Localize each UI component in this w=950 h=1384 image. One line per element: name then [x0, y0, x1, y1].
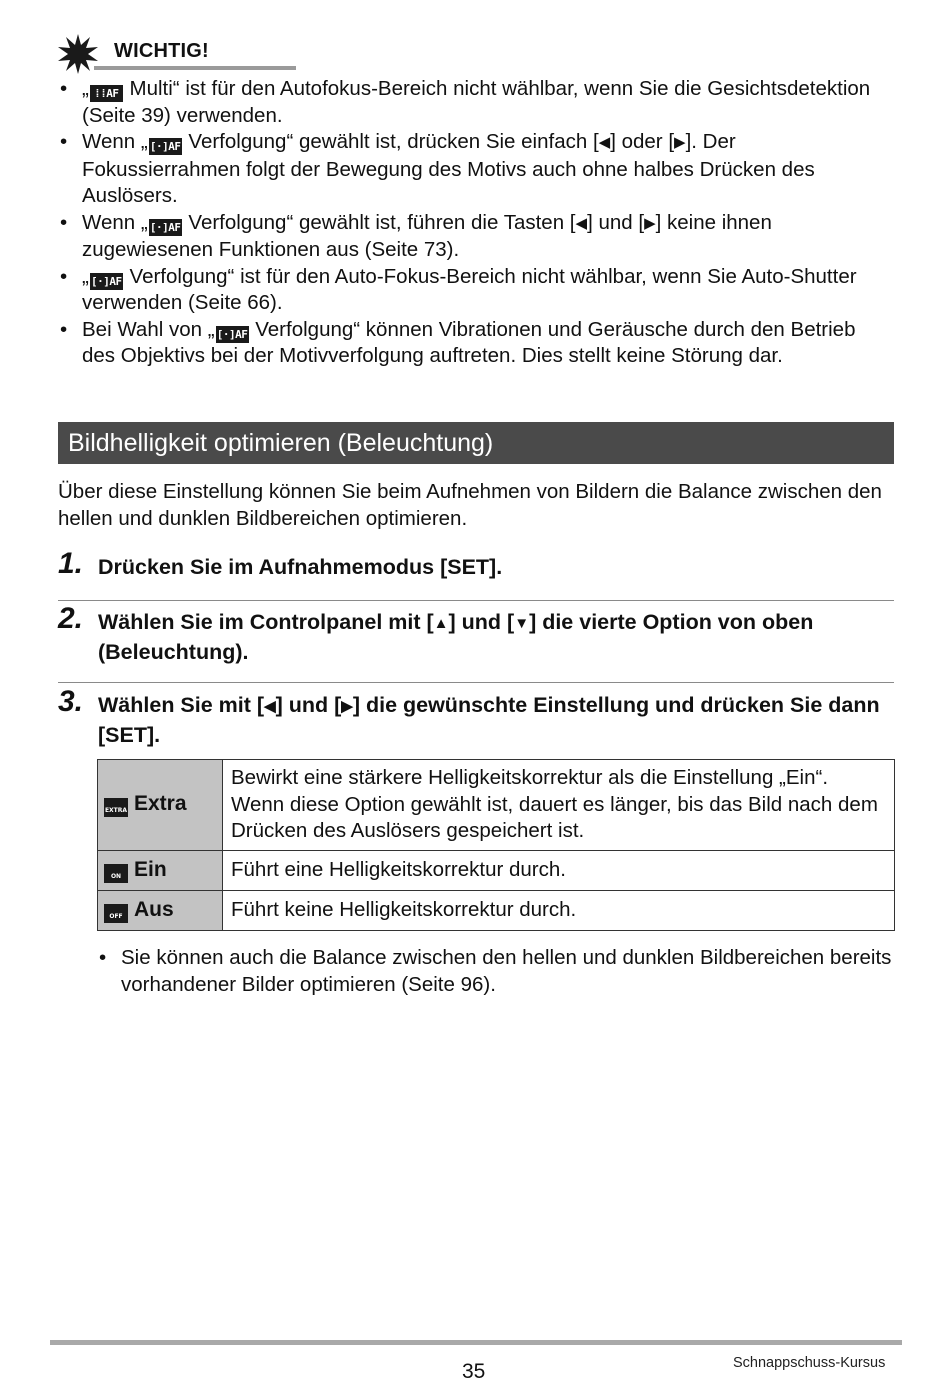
lighting-on-icon: ON: [104, 864, 128, 883]
up-arrow-icon: ▲: [433, 615, 449, 632]
down-arrow-icon: ▼: [514, 615, 530, 632]
list-item: • Wenn „ [·]AF Verfolgung“ gewählt ist, führen die Tasten [◀] und [▶] keine ihnen zugewiesenen Funktionen aus (Seite 73).: [60, 210, 772, 261]
bullet-dot: •: [60, 317, 68, 341]
table-row: [98, 760, 895, 851]
step-number: 3.: [58, 685, 84, 718]
bullet-dot: •: [60, 130, 68, 153]
left-arrow-icon: ◀: [598, 134, 611, 151]
table-row: [98, 890, 895, 930]
option-key: ON Ein: [98, 850, 223, 890]
important-underline: [94, 66, 296, 70]
af-tracking-icon: [·]AF: [216, 327, 248, 341]
left-arrow-icon: ◀: [264, 698, 276, 715]
bullet-dot: •: [60, 210, 68, 234]
divider: [58, 600, 894, 601]
list-item: • Wenn „ [·]AF Verfolgung“ gewählt ist, drücken Sie einfach [◀] oder [▶]. Der Fokussierrahmen folgt der Bewegung des Motivs auch ohne halbes Drücken des Auslösers.: [60, 130, 815, 207]
bullet-dot: •: [60, 264, 68, 288]
page-number: 35: [462, 1360, 486, 1383]
option-description: Führt eine Helligkeitskorrektur durch.: [223, 850, 895, 890]
af-tracking-icon: [·]AF: [149, 220, 181, 234]
starburst-icon: [58, 34, 98, 74]
chapter-title: Schnappschuss-Kursus: [733, 1355, 886, 1371]
important-bullet-list: [58, 76, 888, 370]
section-intro: Über diese Einstellung können Sie beim Aufnehmen von Bildern die Balance zwischen den hellen und dunklen Bildbereichen optimieren.: [58, 480, 882, 530]
option-key: EXTRA Extra: [98, 760, 223, 851]
af-tracking-icon: [·]AF: [91, 274, 122, 288]
af-multi-icon: ⁞⁞AF: [90, 85, 123, 102]
important-header: [58, 34, 258, 70]
step-number: 2.: [58, 602, 84, 635]
right-arrow-icon: ▶: [341, 698, 353, 715]
important-title: WICHTIG!: [114, 40, 209, 62]
step-text: Wählen Sie im Controlpanel mit [▲] und [▼] die vierte Option von oben (Beleuchtung).: [98, 610, 814, 664]
divider: [58, 682, 894, 683]
step-number: 1.: [58, 547, 84, 580]
right-arrow-icon: ▶: [644, 214, 656, 232]
option-description: Führt keine Helligkeitskorrektur durch.: [223, 890, 895, 930]
lighting-extra-icon: EXTRA: [104, 798, 128, 817]
option-key: OFF Aus: [98, 890, 223, 930]
footer-rule: [50, 1340, 902, 1345]
step-text: Wählen Sie mit [◀] und [▶] die gewünschte Einstellung und drücken Sie dann [SET].: [98, 693, 880, 747]
bullet-dot: •: [99, 946, 107, 969]
table-row: [98, 850, 895, 890]
option-description: Bewirkt eine stärkere Helligkeitskorrektur als die Einstellung „Ein“. Wenn diese Option gewählt ist, dauert es länger, bis das Bild nach dem Drücken des Auslösers gespeichert ist.: [223, 760, 895, 851]
list-item: • „ ⁞⁞AF Multi“ ist für den Autofokus-Bereich nicht wählbar, wenn Sie die Gesichtsdetektion (Seite 39) verwenden.: [60, 77, 871, 127]
lighting-options-table: [97, 759, 895, 931]
step-text: Drücken Sie im Aufnahmemodus [SET].: [98, 555, 503, 579]
bullet-dot: •: [60, 77, 68, 100]
left-arrow-icon: ◀: [575, 214, 588, 232]
section-heading: Bildhelligkeit optimieren (Beleuchtung): [58, 422, 894, 464]
list-item: • „ [·]AF Verfolgung“ ist für den Auto-Fokus-Bereich nicht wählbar, wenn Sie Auto-Shutter verwenden (Seite 66).: [60, 264, 857, 314]
list-item: • Sie können auch die Balance zwischen den hellen und dunklen Bildbereichen bereits vorhandener Bilder optimieren (Seite 96).: [99, 946, 892, 996]
right-arrow-icon: ▶: [674, 134, 686, 151]
list-item: • Bei Wahl von „ [·]AF Verfolgung“ können Vibrationen und Geräusche durch den Betrieb des Objektivs bei der Motivverfolgung auftreten. Dies stellt keine Störung dar.: [60, 317, 856, 367]
note: [97, 944, 897, 998]
lighting-off-icon: OFF: [104, 904, 128, 923]
af-tracking-icon: [·]AF: [149, 140, 181, 153]
